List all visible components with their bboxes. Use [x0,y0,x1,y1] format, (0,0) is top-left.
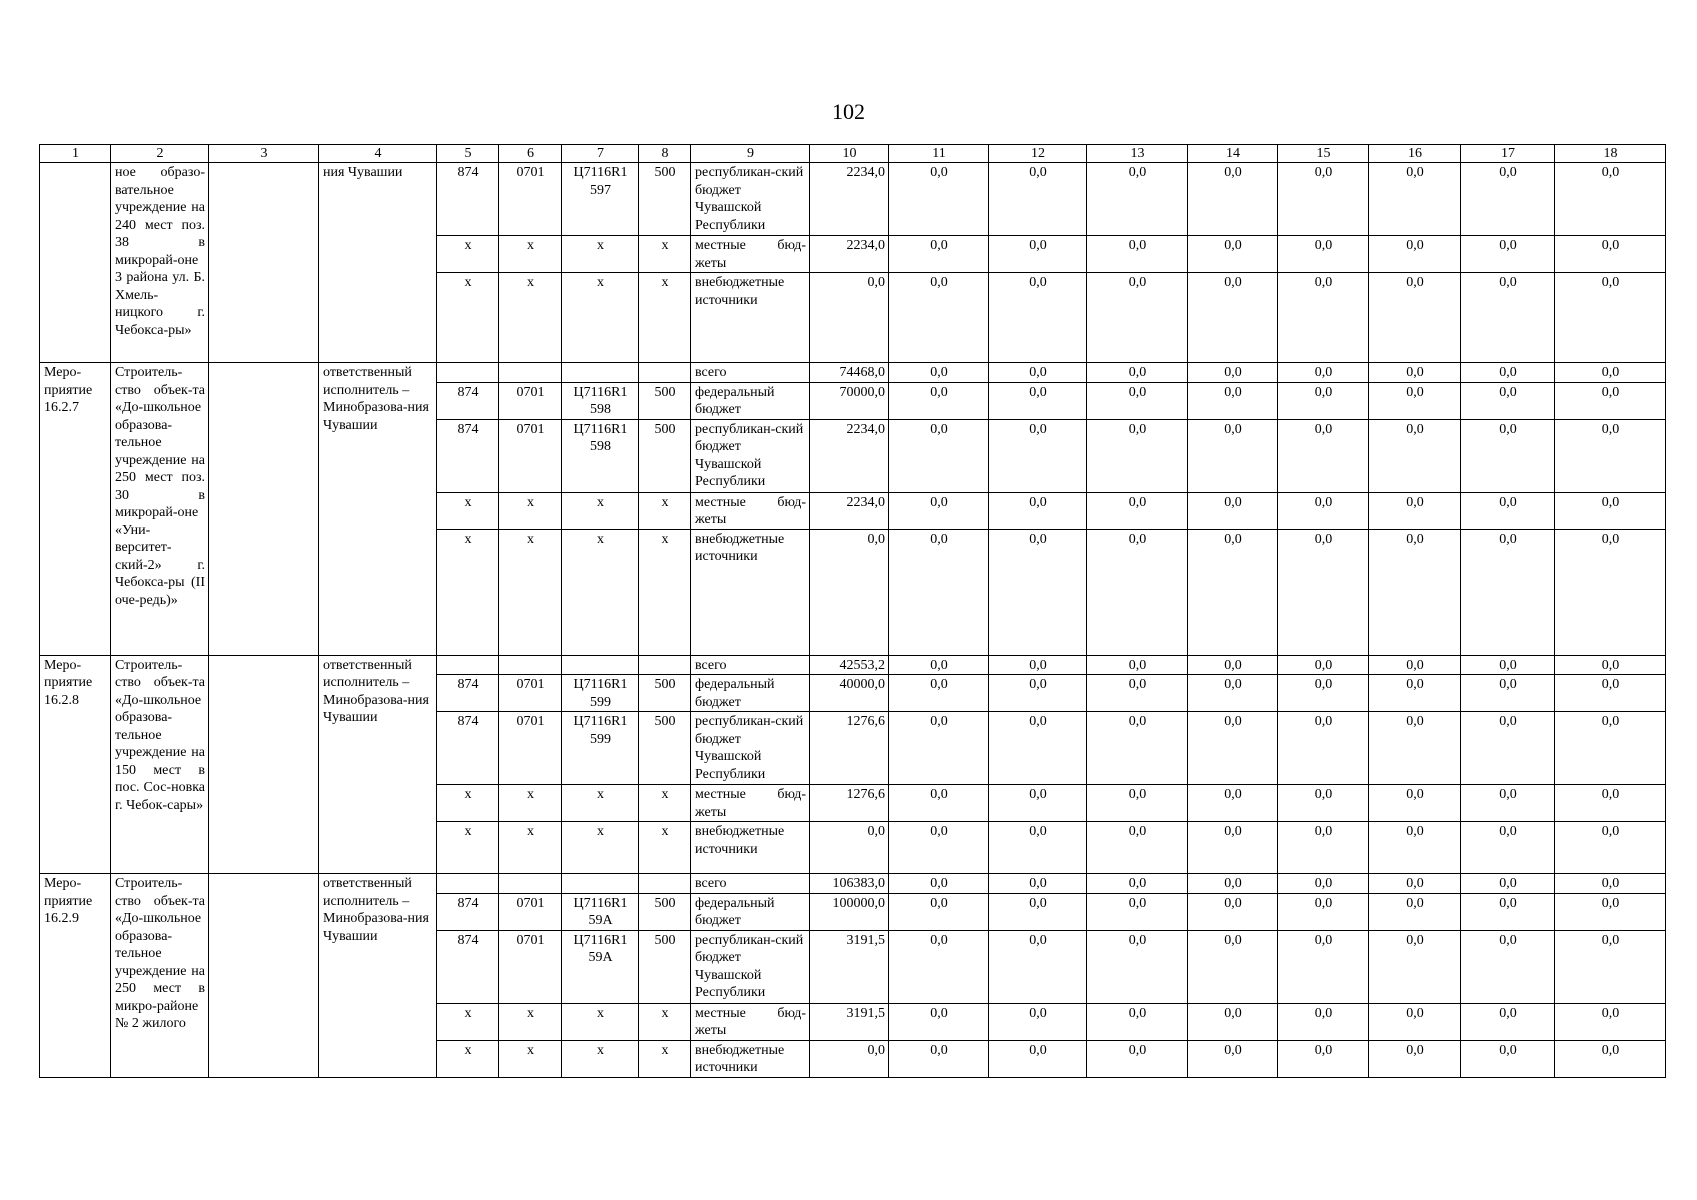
amount-col17: 0,0 [1461,1003,1555,1040]
column-header: 15 [1278,145,1369,163]
target-article-code: x [562,529,639,655]
amount-col14: 0,0 [1188,930,1278,1003]
funding-source: всего [691,655,810,675]
amount-col12: 0,0 [989,874,1087,894]
amount-col13: 0,0 [1087,785,1188,822]
amount-col15: 0,0 [1278,529,1369,655]
column-header: 11 [889,145,989,163]
amount-col18: 0,0 [1555,273,1666,363]
amount-col12: 0,0 [989,1040,1087,1077]
amount-col10: 0,0 [810,529,889,655]
amount-col15: 0,0 [1278,930,1369,1003]
target-article-code: x [562,822,639,874]
amount-col16: 0,0 [1369,1003,1461,1040]
funding-source: внебюджетные источники [691,822,810,874]
amount-col17: 0,0 [1461,419,1555,492]
amount-col15: 0,0 [1278,382,1369,419]
grbs-code: x [437,529,499,655]
amount-col17: 0,0 [1461,893,1555,930]
responsible-executor: ния Чувашии [319,163,437,363]
amount-col18: 0,0 [1555,675,1666,712]
grbs-code: 874 [437,675,499,712]
expense-type-code: x [639,236,691,273]
section-code: 0701 [499,163,562,236]
amount-col12: 0,0 [989,382,1087,419]
funding-source: местные бюд-жеты [691,492,810,529]
amount-col11: 0,0 [889,930,989,1003]
target-article-code: Ц7116R1 59А [562,893,639,930]
amount-col15: 0,0 [1278,492,1369,529]
expense-type-code: 500 [639,930,691,1003]
amount-col10: 1276,6 [810,785,889,822]
amount-col18: 0,0 [1555,419,1666,492]
amount-col16: 0,0 [1369,893,1461,930]
amount-col17: 0,0 [1461,712,1555,785]
amount-col15: 0,0 [1278,785,1369,822]
amount-col18: 0,0 [1555,712,1666,785]
amount-col16: 0,0 [1369,363,1461,383]
target-article-code: x [562,273,639,363]
funding-source: федеральный бюджет [691,675,810,712]
amount-col13: 0,0 [1087,1040,1188,1077]
expense-type-code: 500 [639,712,691,785]
target-article-code: Ц7116R1 599 [562,712,639,785]
amount-col16: 0,0 [1369,492,1461,529]
amount-col18: 0,0 [1555,930,1666,1003]
section-code: 0701 [499,930,562,1003]
activity-description: Строитель-ство объек-та «До-школьное образова-тельное учреждение на 250 мест в микро-районе № 2 жилого [111,874,209,1078]
grbs-code: x [437,273,499,363]
amount-col14: 0,0 [1188,419,1278,492]
responsible-executor: ответственный исполнитель – Минобразова-ния Чувашии [319,655,437,874]
grbs-code: x [437,822,499,874]
amount-col17: 0,0 [1461,382,1555,419]
amount-col12: 0,0 [989,419,1087,492]
amount-col13: 0,0 [1087,363,1188,383]
table-row [40,655,1666,675]
amount-col14: 0,0 [1188,492,1278,529]
expense-type-code: 500 [639,382,691,419]
target-article-code: Ц7116R1 599 [562,675,639,712]
section-code: x [499,529,562,655]
expense-type-code [639,655,691,675]
amount-col11: 0,0 [889,382,989,419]
funding-source: всего [691,874,810,894]
amount-col17: 0,0 [1461,1040,1555,1077]
funding-source: внебюджетные источники [691,529,810,655]
activity-description: Строитель-ство объек-та «До-школьное образова-тельное учреждение на 150 мест в пос. Сос-новка г. Чебок-сары» [111,655,209,874]
expense-type-code: x [639,1003,691,1040]
amount-col16: 0,0 [1369,822,1461,874]
amount-col17: 0,0 [1461,163,1555,236]
expense-type-code: x [639,492,691,529]
amount-col10: 2234,0 [810,163,889,236]
amount-col12: 0,0 [989,930,1087,1003]
amount-col11: 0,0 [889,655,989,675]
amount-col18: 0,0 [1555,363,1666,383]
section-code: x [499,785,562,822]
amount-col18: 0,0 [1555,529,1666,655]
target-article-code: x [562,1040,639,1077]
funding-source: внебюджетные источники [691,1040,810,1077]
column-header: 10 [810,145,889,163]
funding-source: республикан-ский бюджет Чувашской Республики [691,930,810,1003]
column-header: 9 [691,145,810,163]
funding-source: местные бюд-жеты [691,236,810,273]
section-code: x [499,822,562,874]
section-code: 0701 [499,419,562,492]
column-header: 1 [40,145,111,163]
section-code [499,874,562,894]
amount-col10: 2234,0 [810,419,889,492]
amount-col11: 0,0 [889,874,989,894]
amount-col10: 70000,0 [810,382,889,419]
amount-col12: 0,0 [989,273,1087,363]
amount-col14: 0,0 [1188,785,1278,822]
amount-col13: 0,0 [1087,822,1188,874]
amount-col18: 0,0 [1555,236,1666,273]
amount-col13: 0,0 [1087,236,1188,273]
amount-col12: 0,0 [989,492,1087,529]
empty-cell [209,874,319,1078]
target-article-code [562,655,639,675]
empty-cell [209,363,319,656]
target-article-code: x [562,492,639,529]
header-row [40,145,1666,163]
amount-col14: 0,0 [1188,529,1278,655]
empty-cell [209,163,319,363]
funding-source: республикан-ский бюджет Чувашской Республики [691,419,810,492]
amount-col12: 0,0 [989,712,1087,785]
amount-col10: 2234,0 [810,236,889,273]
amount-col12: 0,0 [989,363,1087,383]
table-row [40,363,1666,383]
amount-col17: 0,0 [1461,822,1555,874]
section-code: x [499,273,562,363]
amount-col16: 0,0 [1369,1040,1461,1077]
amount-col11: 0,0 [889,273,989,363]
grbs-code [437,655,499,675]
section-code: x [499,492,562,529]
amount-col16: 0,0 [1369,655,1461,675]
amount-col10: 106383,0 [810,874,889,894]
amount-col17: 0,0 [1461,874,1555,894]
section-code: x [499,1040,562,1077]
funding-source: внебюджетные источники [691,273,810,363]
amount-col12: 0,0 [989,1003,1087,1040]
amount-col15: 0,0 [1278,363,1369,383]
amount-col13: 0,0 [1087,163,1188,236]
amount-col11: 0,0 [889,236,989,273]
amount-col17: 0,0 [1461,785,1555,822]
amount-col11: 0,0 [889,419,989,492]
amount-col13: 0,0 [1087,273,1188,363]
amount-col15: 0,0 [1278,675,1369,712]
amount-col18: 0,0 [1555,1040,1666,1077]
amount-col11: 0,0 [889,822,989,874]
amount-col12: 0,0 [989,822,1087,874]
amount-col15: 0,0 [1278,273,1369,363]
column-header: 2 [111,145,209,163]
amount-col12: 0,0 [989,675,1087,712]
activity-description: ное образо-вательное учреждение на 240 мест поз. 38 в микрорай-оне 3 района ул. Б. Хмель-ницкого г. Чебокса-ры» [111,163,209,363]
grbs-code [437,363,499,383]
amount-col10: 0,0 [810,822,889,874]
amount-col17: 0,0 [1461,236,1555,273]
amount-col10: 42553,2 [810,655,889,675]
amount-col11: 0,0 [889,529,989,655]
expense-type-code: 500 [639,419,691,492]
amount-col15: 0,0 [1278,822,1369,874]
amount-col17: 0,0 [1461,363,1555,383]
grbs-code: 874 [437,930,499,1003]
amount-col13: 0,0 [1087,529,1188,655]
table-row [40,163,1666,236]
section-code: x [499,1003,562,1040]
activity-number: Меро-приятие 16.2.8 [40,655,111,874]
amount-col12: 0,0 [989,163,1087,236]
amount-col12: 0,0 [989,893,1087,930]
amount-col16: 0,0 [1369,382,1461,419]
section-code: 0701 [499,712,562,785]
amount-col10: 74468,0 [810,363,889,383]
section-code: 0701 [499,675,562,712]
grbs-code: x [437,1003,499,1040]
amount-col15: 0,0 [1278,163,1369,236]
column-header: 16 [1369,145,1461,163]
activity-number [40,163,111,363]
amount-col11: 0,0 [889,1040,989,1077]
page-number: 102 [832,99,865,124]
amount-col13: 0,0 [1087,419,1188,492]
amount-col10: 3191,5 [810,1003,889,1040]
budget-table [39,144,1666,1078]
activity-number: Меро-приятие 16.2.9 [40,874,111,1078]
expense-type-code: x [639,822,691,874]
amount-col17: 0,0 [1461,529,1555,655]
column-header: 7 [562,145,639,163]
amount-col13: 0,0 [1087,382,1188,419]
amount-col15: 0,0 [1278,1003,1369,1040]
column-header: 13 [1087,145,1188,163]
amount-col18: 0,0 [1555,874,1666,894]
amount-col18: 0,0 [1555,655,1666,675]
amount-col10: 100000,0 [810,893,889,930]
amount-col11: 0,0 [889,1003,989,1040]
amount-col14: 0,0 [1188,363,1278,383]
amount-col10: 2234,0 [810,492,889,529]
section-code [499,363,562,383]
amount-col16: 0,0 [1369,930,1461,1003]
amount-col11: 0,0 [889,675,989,712]
column-header: 18 [1555,145,1666,163]
expense-type-code: x [639,1040,691,1077]
table-row [40,874,1666,894]
target-article-code: x [562,785,639,822]
column-header: 14 [1188,145,1278,163]
amount-col10: 1276,6 [810,712,889,785]
amount-col16: 0,0 [1369,675,1461,712]
funding-source: республикан-ский бюджет Чувашской Республики [691,712,810,785]
funding-source: всего [691,363,810,383]
amount-col16: 0,0 [1369,529,1461,655]
amount-col18: 0,0 [1555,1003,1666,1040]
target-article-code: x [562,236,639,273]
grbs-code: 874 [437,419,499,492]
grbs-code [437,874,499,894]
amount-col13: 0,0 [1087,893,1188,930]
expense-type-code: 500 [639,893,691,930]
amount-col14: 0,0 [1188,382,1278,419]
column-header: 5 [437,145,499,163]
grbs-code: 874 [437,382,499,419]
expense-type-code: 500 [639,163,691,236]
amount-col12: 0,0 [989,785,1087,822]
grbs-code: 874 [437,712,499,785]
activity-description: Строитель-ство объек-та «До-школьное образова-тельное учреждение на 250 мест поз. 30 в микрорай-оне «Уни-верситет-ский-2» г. Чебокса-ры (II оче-редь)» [111,363,209,656]
amount-col17: 0,0 [1461,675,1555,712]
column-header: 4 [319,145,437,163]
funding-source: федеральный бюджет [691,382,810,419]
column-header: 6 [499,145,562,163]
amount-col13: 0,0 [1087,492,1188,529]
target-article-code: Ц7116R1 59А [562,930,639,1003]
responsible-executor: ответственный исполнитель – Минобразова-ния Чувашии [319,874,437,1078]
amount-col16: 0,0 [1369,163,1461,236]
amount-col11: 0,0 [889,785,989,822]
amount-col13: 0,0 [1087,675,1188,712]
amount-col18: 0,0 [1555,163,1666,236]
amount-col13: 0,0 [1087,1003,1188,1040]
activity-number: Меро-приятие 16.2.7 [40,363,111,656]
target-article-code: Ц7116R1 597 [562,163,639,236]
amount-col14: 0,0 [1188,655,1278,675]
responsible-executor: ответственный исполнитель – Минобразова-ния Чувашии [319,363,437,656]
expense-type-code [639,874,691,894]
amount-col14: 0,0 [1188,874,1278,894]
amount-col11: 0,0 [889,712,989,785]
amount-col13: 0,0 [1087,655,1188,675]
expense-type-code: 500 [639,675,691,712]
expense-type-code [639,363,691,383]
amount-col17: 0,0 [1461,930,1555,1003]
target-article-code: x [562,1003,639,1040]
amount-col16: 0,0 [1369,273,1461,363]
amount-col15: 0,0 [1278,893,1369,930]
section-code [499,655,562,675]
amount-col11: 0,0 [889,492,989,529]
amount-col16: 0,0 [1369,712,1461,785]
section-code: x [499,236,562,273]
grbs-code: x [437,1040,499,1077]
amount-col18: 0,0 [1555,382,1666,419]
target-article-code: Ц7116R1 598 [562,419,639,492]
amount-col10: 3191,5 [810,930,889,1003]
target-article-code [562,363,639,383]
column-header: 8 [639,145,691,163]
amount-col14: 0,0 [1188,893,1278,930]
amount-col15: 0,0 [1278,419,1369,492]
grbs-code: x [437,236,499,273]
grbs-code: 874 [437,893,499,930]
amount-col11: 0,0 [889,163,989,236]
amount-col10: 0,0 [810,1040,889,1077]
amount-col14: 0,0 [1188,1003,1278,1040]
expense-type-code: x [639,273,691,363]
amount-col15: 0,0 [1278,712,1369,785]
amount-col18: 0,0 [1555,893,1666,930]
amount-col17: 0,0 [1461,655,1555,675]
amount-col15: 0,0 [1278,655,1369,675]
amount-col11: 0,0 [889,363,989,383]
section-code: 0701 [499,893,562,930]
target-article-code [562,874,639,894]
column-header: 17 [1461,145,1555,163]
amount-col18: 0,0 [1555,822,1666,874]
grbs-code: x [437,785,499,822]
grbs-code: 874 [437,163,499,236]
amount-col10: 0,0 [810,273,889,363]
funding-source: местные бюд-жеты [691,1003,810,1040]
empty-cell [209,655,319,874]
amount-col14: 0,0 [1188,163,1278,236]
funding-source: республикан-ский бюджет Чувашской Республики [691,163,810,236]
expense-type-code: x [639,529,691,655]
column-header: 3 [209,145,319,163]
amount-col13: 0,0 [1087,874,1188,894]
column-header: 12 [989,145,1087,163]
amount-col13: 0,0 [1087,712,1188,785]
amount-col14: 0,0 [1188,1040,1278,1077]
amount-col16: 0,0 [1369,236,1461,273]
amount-col12: 0,0 [989,236,1087,273]
section-code: 0701 [499,382,562,419]
amount-col14: 0,0 [1188,712,1278,785]
amount-col15: 0,0 [1278,1040,1369,1077]
amount-col14: 0,0 [1188,273,1278,363]
funding-source: федеральный бюджет [691,893,810,930]
expense-type-code: x [639,785,691,822]
amount-col16: 0,0 [1369,419,1461,492]
amount-col15: 0,0 [1278,236,1369,273]
target-article-code: Ц7116R1 598 [562,382,639,419]
amount-col11: 0,0 [889,893,989,930]
amount-col18: 0,0 [1555,785,1666,822]
amount-col12: 0,0 [989,655,1087,675]
amount-col14: 0,0 [1188,675,1278,712]
funding-source: местные бюд-жеты [691,785,810,822]
grbs-code: x [437,492,499,529]
amount-col18: 0,0 [1555,492,1666,529]
amount-col14: 0,0 [1188,236,1278,273]
amount-col15: 0,0 [1278,874,1369,894]
amount-col17: 0,0 [1461,273,1555,363]
amount-col10: 40000,0 [810,675,889,712]
amount-col14: 0,0 [1188,822,1278,874]
amount-col17: 0,0 [1461,492,1555,529]
amount-col13: 0,0 [1087,930,1188,1003]
amount-col16: 0,0 [1369,874,1461,894]
amount-col12: 0,0 [989,529,1087,655]
amount-col16: 0,0 [1369,785,1461,822]
